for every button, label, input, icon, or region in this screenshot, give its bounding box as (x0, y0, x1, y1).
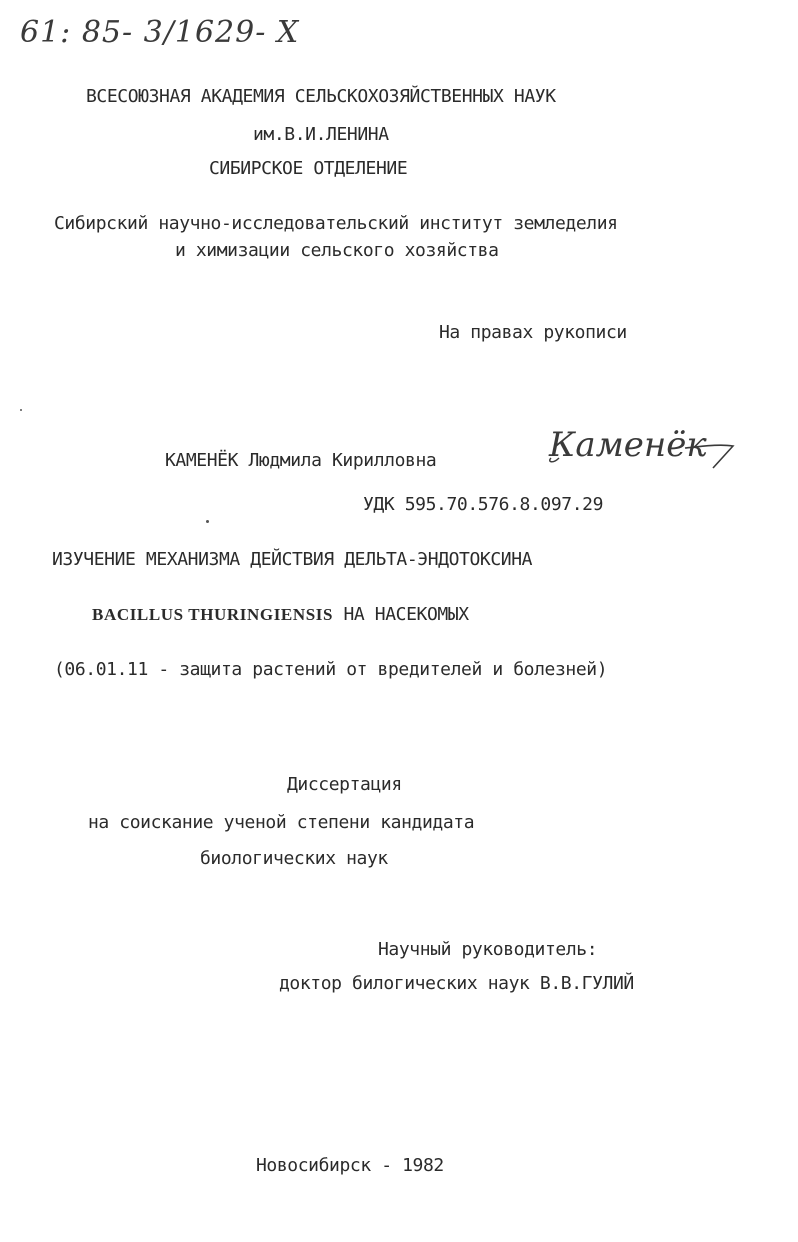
institute-line-2: и химизации сельского хозяйства (175, 240, 499, 261)
udk-code: УДК 595.70.576.8.097.29 (363, 494, 604, 515)
supervisor-name: доктор билогических наук В.В.ГУЛИЙ (279, 973, 634, 994)
specialty-code: (06.01.11 - защита растений от вредителей и болезней) (54, 659, 608, 680)
dissertation-degree-line: на соискание ученой степени кандидата (88, 812, 475, 833)
title-line-1: ИЗУЧЕНИЕ МЕХАНИЗМА ДЕЙСТВИЯ ДЕЛЬТА-ЭНДОТОКСИНА (52, 549, 533, 570)
title-line-2 (92, 604, 469, 626)
archive-code-handwritten: 61: 85- 3/1629- X (20, 15, 300, 50)
scan-speck (20, 409, 22, 411)
dissertation-label: Диссертация (287, 774, 402, 795)
signature-text: Каменёк (549, 425, 707, 465)
city-year: Новосибирск - 1982 (256, 1155, 444, 1176)
title-latin-species: BACILLUS THURINGIENSIS (92, 605, 334, 624)
manuscript-rights-note: На правах рукописи (439, 322, 627, 343)
academy-heading: ВСЕСОЮЗНАЯ АКАДЕМИЯ СЕЛЬСКОХОЗЯЙСТВЕННЫХ НАУК (86, 86, 556, 107)
author-signature (545, 418, 745, 478)
dissertation-field-line: биологических наук (200, 848, 388, 869)
title-line-2-rest: НА НАСЕКОМЫХ (343, 604, 469, 625)
scan-speck (206, 520, 209, 523)
branch-heading: СИБИРСКОЕ ОТДЕЛЕНИЕ (209, 158, 408, 179)
institute-line-1: Сибирский научно-исследовательский институт земледелия (54, 213, 618, 234)
author-name: КАМЕНЁК Людмила Кирилловна (165, 450, 437, 471)
academy-named-after: им.В.И.ЛЕНИНА (253, 124, 389, 145)
supervisor-label: Научный руководитель: (378, 939, 598, 960)
